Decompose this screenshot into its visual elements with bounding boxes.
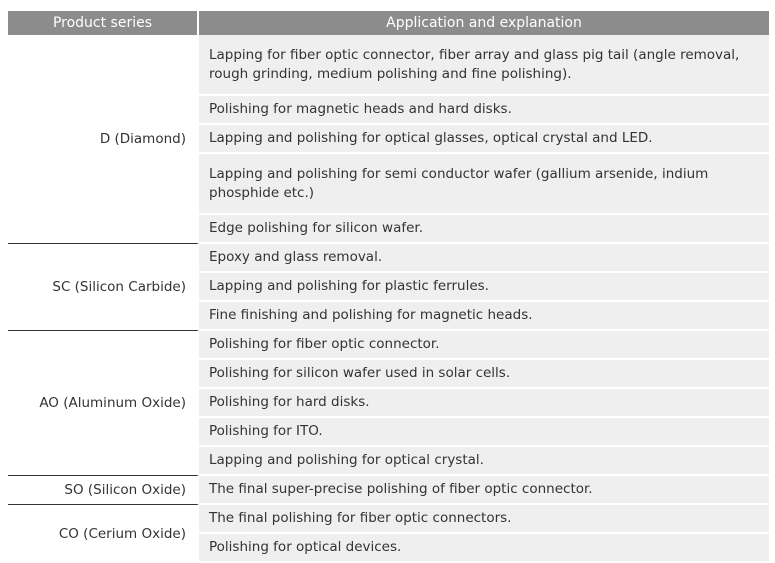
application-cell: The final super-precise polishing of fiber optic connector. [199,476,769,505]
application-cell: Lapping and polishing for semi conductor wafer (gallium arsenide, indium phosphide etc.) [199,154,769,215]
header-row [8,11,769,35]
application-cell: Polishing for magnetic heads and hard disks. [199,96,769,125]
product-series-cell: D (Diamond) [8,35,199,244]
application-cell: Polishing for ITO. [199,418,769,447]
application-cell: Lapping and polishing for optical crystal. [199,447,769,476]
header-application: Application and explanation [199,11,769,35]
application-cell: Polishing for silicon wafer used in solar cells. [199,360,769,389]
header-product-series: Product series [8,11,199,35]
product-application-table [8,11,769,563]
table-row [8,35,769,96]
application-cell: The final polishing for fiber optic connectors. [199,505,769,534]
application-cell: Lapping and polishing for plastic ferrules. [199,273,769,302]
application-cell: Edge polishing for silicon wafer. [199,215,769,244]
product-series-cell: SO (Silicon Oxide) [8,476,199,505]
application-cell: Polishing for fiber optic connector. [199,331,769,360]
application-cell: Fine finishing and polishing for magnetic heads. [199,302,769,331]
table-row [8,505,769,534]
application-cell: Polishing for optical devices. [199,534,769,563]
application-cell: Polishing for hard disks. [199,389,769,418]
application-cell: Lapping for fiber optic connector, fiber array and glass pig tail (angle removal, rough grinding, medium polishing and fine polishing). [199,35,769,96]
product-series-cell: AO (Aluminum Oxide) [8,331,199,476]
product-series-cell: CO (Cerium Oxide) [8,505,199,563]
table-row [8,476,769,505]
table-row [8,244,769,273]
application-cell: Lapping and polishing for optical glasses, optical crystal and LED. [199,125,769,154]
table-body [8,35,769,563]
application-cell: Epoxy and glass removal. [199,244,769,273]
table-header [8,11,769,35]
table-row [8,331,769,360]
product-series-cell: SC (Silicon Carbide) [8,244,199,331]
